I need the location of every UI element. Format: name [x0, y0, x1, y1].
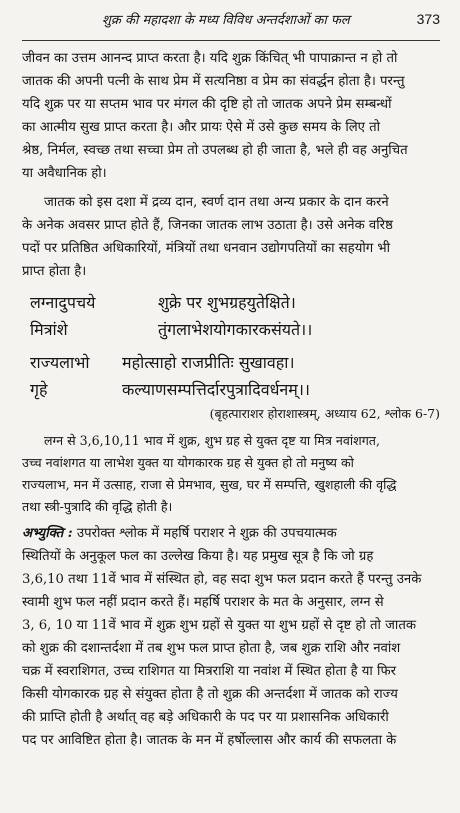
text-line: का आत्मीय सुख प्राप्त करता है। और प्रायः ऐसे में उसे कुछ समय के लिए तो	[22, 120, 381, 135]
text-line: को शुक्र की दशान्तर्दशा में तब शुभ फल प्राप्त होता है, जब शुक्र राशि और नवांश	[22, 641, 401, 656]
text-line: यदि शुक्र पर या सप्तम भाव पर मंगल की दृष्टि हो तो जातक अपने प्रेम सम्बन्धों	[22, 97, 392, 112]
commentary	[22, 522, 440, 752]
text-line: जीवन का उत्तम आनन्द प्राप्त करता है। यदि शुक्र किंचित् भी पापाक्रान्त न हो तो	[22, 51, 398, 66]
commentary-first-text: उपरोक्त श्लोक में महर्षि पराशर ने शुक्र की उपचयात्मक	[72, 526, 337, 541]
verse-line-start: राज्यलाभो	[30, 353, 90, 372]
text-line: उच्च नवांशगत या लाभेश युक्त या योगकारक ग्रह से युक्त हो तो मनुष्य को	[22, 455, 354, 470]
text-line: स्वामी शुभ फल नहीं प्रदान करते हैं। महर्षि पराशर के मत के अनुसार, लग्न से	[22, 595, 384, 610]
text-line: पद पर आविष्टित होता है। जातक के मन में हर्षोल्लास और कार्य की सफलता के	[22, 733, 397, 748]
verse-line-end: शुक्रे पर शुभग्रहयुतेक्षिते।	[158, 293, 296, 312]
sanskrit-verse	[22, 289, 440, 403]
commentary-lead: अभ्युक्ति :	[22, 526, 73, 541]
verse-line	[22, 316, 440, 343]
verse-line-end: तुंगलाभेशयोगकारकसंयते।।	[158, 320, 313, 339]
text-line: की प्राप्ति होती है अर्थात् वह बड़े अधिकारी के पद पर या प्रशासनिक अधिकारी	[22, 710, 389, 725]
text-line: 3, 6, 10 या 11वें भाव में शुक्र शुभ ग्रहों से युक्त या शुभ ग्रहों से दृष्ट हो तो जातक	[22, 618, 416, 633]
page-number: 373	[416, 11, 440, 27]
text-line: तथा स्त्री-पुत्रादि की वृद्धि होती है।	[22, 499, 173, 514]
text-line: जातक की अपनी पत्नी के साथ प्रेम में सत्यनिष्ठा व प्रेम का संवर्द्धन होता है। परन्तु	[22, 74, 405, 89]
verse-line	[22, 289, 440, 316]
text-line: राज्यलाभ, मन में उत्साह, राजा से प्रेमभाव, सुख, घर में सम्पत्ति, खुशहाली की वृद्धि	[22, 477, 397, 492]
header-title: शुक्र की महादशा के मध्य विविध अन्तर्दशाओं का फल	[102, 13, 350, 28]
paragraph-1	[22, 47, 440, 185]
verse-line-start: लग्नादुपचये	[30, 293, 96, 312]
text-line: किसी योगकारक ग्रह से संयुक्त होता है तो शुक्र की अन्तर्दशा में जातक को राज्य	[22, 687, 398, 702]
verse-line	[22, 376, 440, 403]
commentary-first-line	[22, 522, 440, 545]
verse-line-end: महोत्साहो राजप्रीतिः सुखावहा।	[122, 353, 295, 372]
verse-translation	[22, 430, 440, 518]
verse-citation: (बृहत्पाराशर होराशास्त्रम्, अध्याय 62, श्लोक 6-7)	[209, 406, 440, 421]
verse-line	[22, 349, 440, 376]
text-line: श्रेष्ठ, निर्मल, स्वच्छ तथा सच्चा प्रेम तो उपलब्ध हो ही जाता है, भले ही वह अनुचित	[22, 143, 408, 158]
text-line: प्राप्त होता है।	[22, 264, 87, 279]
paragraph-2	[22, 191, 440, 283]
running-header	[22, 10, 440, 41]
text-line: जातक को इस दशा में द्रव्य दान, स्वर्ण दान तथा अन्य प्रकार के दान करने	[44, 195, 389, 210]
text-line: स्थितियों के अनुकूल फल का उल्लेख किया है। यह प्रमुख सूत्र है कि जो ग्रह	[22, 549, 374, 564]
text-line: या अवैधानिक हो।	[22, 166, 107, 181]
text-line: पदों पर प्रतिष्ठित अधिकारियों, मंत्रियों तथा धनवान उद्योगपतियों का सहयोग भी	[22, 241, 391, 256]
verse-line-start: गृहे	[30, 380, 48, 399]
text-line: 3,6,10 तथा 11वें भाव में संस्थित हो, वह सदा शुभ फल प्रदान करते हैं परन्तु उनके	[22, 572, 422, 587]
verse-line-end: कल्याणसम्पत्तिर्दारपुत्रादिवर्धनम्।।	[122, 380, 311, 399]
text-line: लग्न से 3,6,10,11 भाव में शुक्र, शुभ ग्रह से युक्त दृष्ट या मित्र नवांशगत,	[44, 433, 380, 448]
verse-line-start: मित्रांशे	[30, 320, 68, 339]
text-line: चक्र में स्वराशिगत, उच्च राशिगत या मित्रराशि या नवांश में स्थित होता है या फिर	[22, 664, 397, 679]
text-line: के अनेक अवसर प्राप्त होते हैं, जिनका जातक लाभ उठाता है। उसे अनेक वरिष्ठ	[22, 218, 393, 233]
